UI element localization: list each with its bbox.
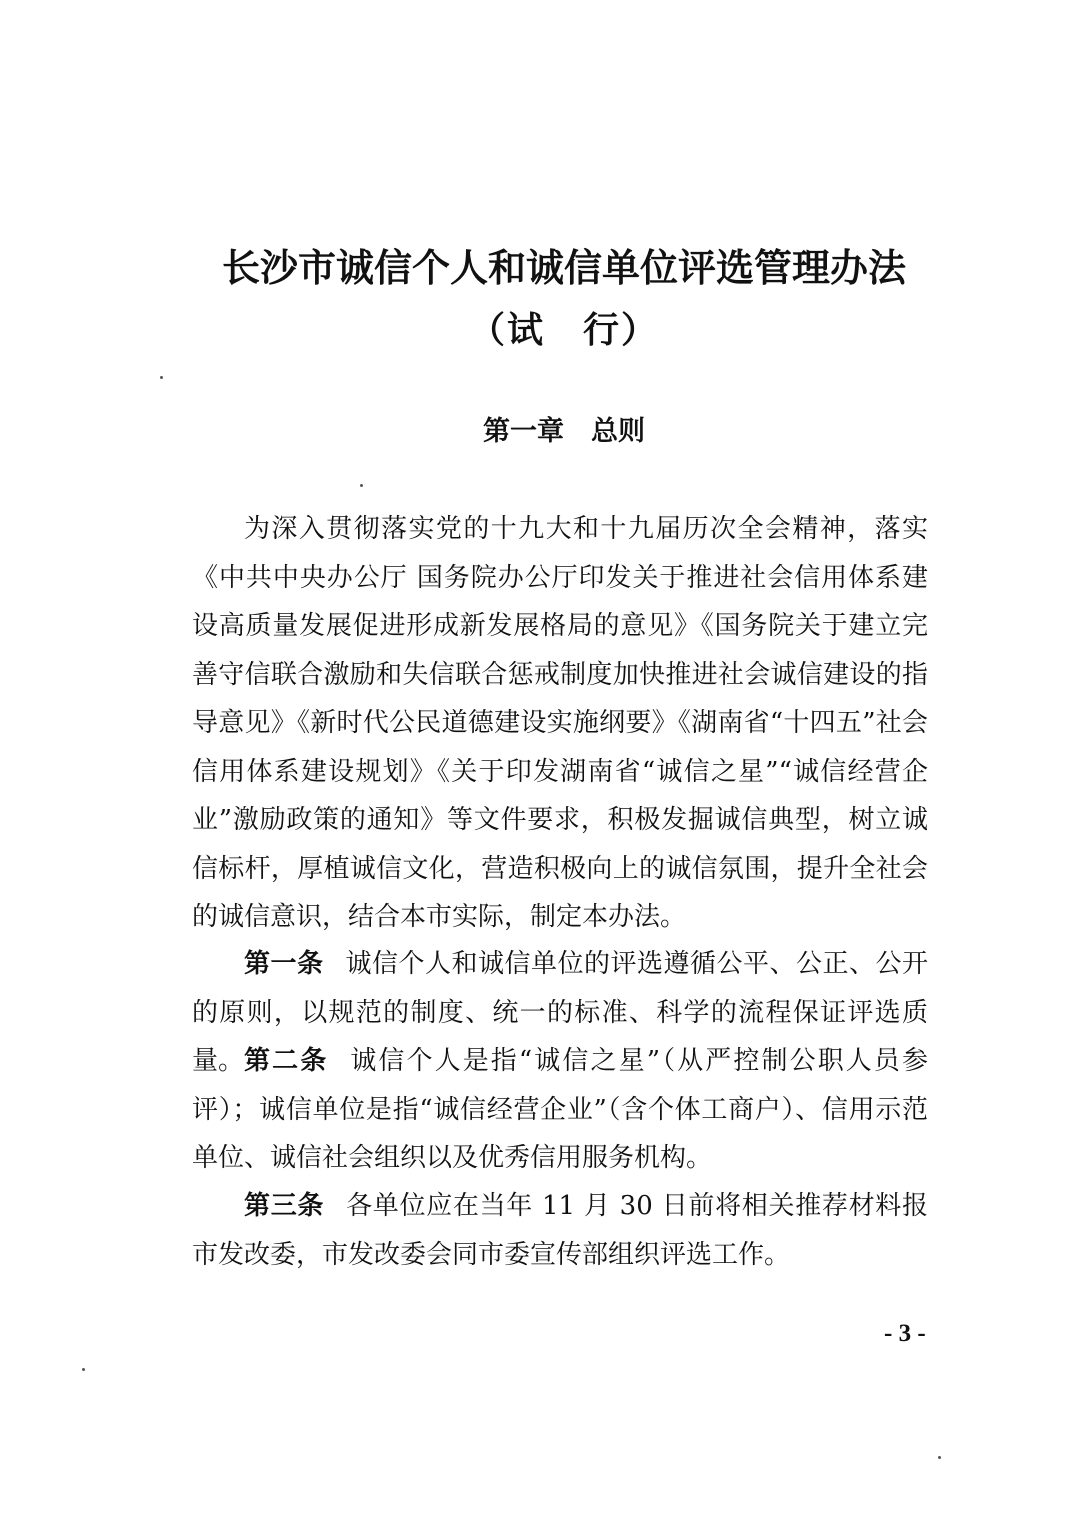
chapter-heading: 第一章 总则 — [483, 416, 645, 447]
article-2 — [192, 1037, 928, 1183]
article-2-label: 第二条 — [244, 1046, 329, 1076]
intro-paragraph: 为深入贯彻落实党的十九大和十九届历次全会精神，落实《中共中央办公厅 国务院办公厅印发关于推进社会信用体系建设高质量发展促进形成新发展格局的意见》《国务院关于建立完善守信联合激励和失信联合惩戒制度加快推进社会诚信建设的指导意见》《新时代公民道德建设实施纲要》《湖南省“十四五”社会信用体系建设规划》《关于印发湖南省“诚信之星”“诚信经营企业”激励政策的通知》等文件要求，积极发掘诚信典型，树立诚信标杆，厚植诚信文化，营造积极向上的诚信氛围，提升全社会的诚信意识，结合本市实际，制定本办法。 — [192, 514, 928, 932]
scan-speck — [360, 484, 363, 487]
article-2-text: 诚信个人是指“诚信之星”（从严控制公职人员参评）；诚信单位是指“诚信经营企业”（含个体工商户）、信用示范单位、诚信社会组织以及优秀信用服务机构。 — [192, 1046, 928, 1173]
scan-speck — [938, 1456, 941, 1459]
page-number: - 3 - — [884, 1320, 926, 1347]
article-3-text: 各单位应在当年 11 月 30 日前将相关推荐材料报市发改委，市发改委会同市委宣传部组织评选工作。 — [192, 1191, 928, 1270]
document-title: 长沙市诚信个人和诚信单位评选管理办法 — [221, 245, 906, 290]
document-subtitle: （试 行） — [468, 309, 659, 351]
scan-speck — [82, 1368, 85, 1371]
article-1-label: 第一条 — [244, 949, 324, 979]
article-1-text: 诚信个人和诚信单位的评选遵循公平、公正、公开的原则，以规范的制度、统一的标准、科学的流程保证评选质量。 — [192, 949, 928, 1076]
article-3-label: 第三条 — [244, 1191, 325, 1221]
article-3 — [192, 1182, 928, 1279]
scan-speck — [160, 376, 163, 379]
